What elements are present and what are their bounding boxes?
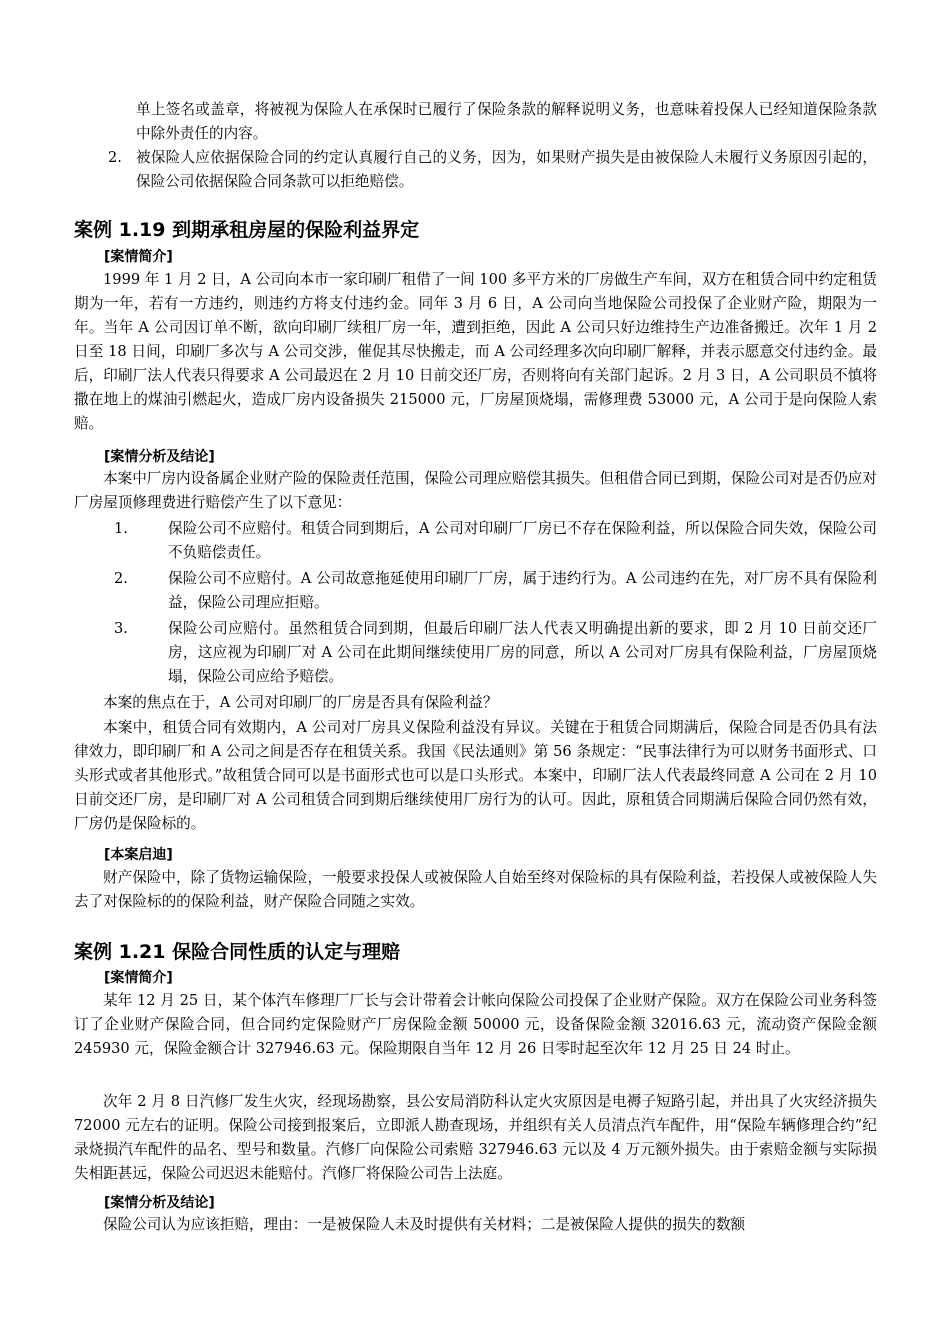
list-item-text: 保险公司应赔付。虽然租赁合同到期，但最后印刷厂法人代表又明确提出新的要求，即 2 月 10 日前交还厂房，这应视为印刷厂对 A 公司在此期间继续使用厂房的同意，所以 A 公司对厂房具有保险利益，厂房屋顶烧塌，保险公司应给予赔偿。 — [168, 620, 877, 685]
list-number: 3. — [114, 620, 128, 637]
list-item-text: 被保险人应依据保险合同的约定认真履行自己的义务，因为，如果财产损失是由被保险人未履行义务原因引起的，保险公司依据保险合同条款可以拒绝赔偿。 — [136, 149, 877, 190]
case-1-19-summary-label: [案情简介] — [104, 249, 173, 265]
case-1-21-title: 案例 1.21 保险合同性质的认定与理赔 — [74, 941, 401, 963]
case-1-19-insight: 财产保险中，除了货物运输保险，一般要求投保人或被保险人自始至终对保险标的具有保险利益，若投保人或被保险人失去了对保险标的的保险利益，财产保险合同随之实效。 — [74, 869, 877, 910]
list-item-text: 保险公司不应赔付。A 公司故意拖延使用印刷厂厂房，属于违约行为。A 公司违约在先，对厂房不具有保险利益，保险公司理应拒赔。 — [168, 570, 877, 611]
case-1-19-title: 案例 1.19 到期承租房屋的保险利益界定 — [74, 219, 420, 241]
case-1-19-discussion: 本案中，租赁合同有效期内，A 公司对厂房具义保险利益没有异议。关键在于租赁合同期满后，保险合同是否仍具有法律效力，即印刷厂和 A 公司之间是否存在租赁关系。我国《民法通则》第 56 条规定：“民事法律行为可以财务书面形式、口头形式或者其他形式。”故租赁合同可以是书面形式也可以是口头形式。本案中，印刷厂法人代表最终同意 A 公司在 2 月 10 日前交还厂房，是印刷厂对 A 公司租赁合同到期后继续使用厂房行为的认可。因此，原租赁合同期满后保险合同仍然有效，厂房仍是保险标的。 — [74, 719, 877, 832]
intro-list-item-2 — [74, 146, 877, 194]
case-1-19-insight-label: [本案启迪] — [104, 847, 173, 863]
list-number: 2. — [114, 570, 128, 587]
list-number: 2. — [108, 149, 122, 166]
case-1-21-summary-label: [案情简介] — [104, 970, 173, 986]
intro-continuation: 单上签名或盖章，将被视为保险人在承保时已履行了保险条款的解释说明义务，也意味着投保人已经知道保险条款中除外责任的内容。 — [136, 101, 877, 142]
case-1-21-summary-p1: 某年 12 月 25 日，某个体汽车修理厂厂长与会计带着会计帐向保险公司投保了企业财产保险。双方在保险公司业务科签订了企业财产保险合同，但合同约定保险财产厂房保险金额 50000 元，设备保险金额 32016.63 元，流动资产保险金额 245930 元，保险金额合计 327946.63 元。保险期限自当年 12 月 26 日零时起至次年 12 月 25 日 24 时止。 — [74, 992, 877, 1057]
case-1-19-analysis-intro: 本案中厂房内设备属企业财产险的保险责任范围，保险公司理应赔偿其损失。但租借合同已到期，保险公司对是否仍应对厂房屋顶修理费进行赔偿产生了以下意见： — [74, 470, 877, 511]
case-1-19-focus: 本案的焦点在于，A 公司对印刷厂的厂房是否具有保险利益？ — [103, 694, 498, 711]
list-item-text: 保险公司不应赔付。租赁合同到期后，A 公司对印刷厂厂房已不存在保险利益，所以保险合同失效，保险公司不负赔偿责任。 — [168, 520, 877, 561]
case-1-19-summary: 1999 年 1 月 2 日，A 公司向本市一家印刷厂租借了一间 100 多平方米的厂房做生产车间，双方在租赁合同中约定租赁期为一年，若有一方违约，则违约方将支付违约金。同年 3 月 6 日，A 公司向当地保险公司投保了企业财产险，期限为一年。当年 A 公司因订单不断，欲向印刷厂续租厂房一年，遭到拒绝，因此 A 公司只好边维持生产边准备搬迁。次年 1 月 2 日至 18 日间，印刷厂多次与 A 公司交涉，催促其尽快搬走，而 A 公司经理多次向印刷厂解释，并表示愿意交付违约金。最后，印刷厂法人代表只得要求 A 公司最迟在 2 月 10 日前交还厂房，否则将向有关部门起诉。2 月 3 日，A 公司职员不慎将撒在地上的煤油引燃起火，造成厂房内设备损失 215000 元，厂房屋顶烧塌，需修理费 53000 元，A 公司于是向保险人索赔。 — [74, 271, 877, 432]
list-number: 1. — [114, 520, 128, 537]
case-1-21-summary-p2: 次年 2 月 8 日汽修厂发生火灾，经现场勘察，县公安局消防科认定火灾原因是电褥子短路引起，并出具了火灾经济损失 72000 元左右的证明。保险公司接到报案后，立即派人勘查现场，并组织有关人员清点汽车配件，用“保险车辆修理合约”纪录烧损汽车配件的品名、型号和数量。汽修厂向保险公司索赔 327946.63 元以及 4 万元额外损失。由于索赔金额与实际损失相距甚远，保险公司迟迟未能赔付。汽修厂将保险公司告上法庭。 — [74, 1093, 877, 1182]
opinion-item-1 — [74, 517, 877, 565]
case-1-21-analysis-label: [案情分析及结论] — [104, 1195, 215, 1211]
opinion-item-2 — [74, 567, 877, 615]
opinion-item-3 — [74, 617, 877, 689]
case-1-21-analysis: 保险公司认为应该拒赔，理由：一是被保险人未及时提供有关材料；二是被保险人提供的损失的数额 — [103, 1216, 746, 1233]
case-1-19-analysis-label: [案情分析及结论] — [104, 449, 215, 465]
